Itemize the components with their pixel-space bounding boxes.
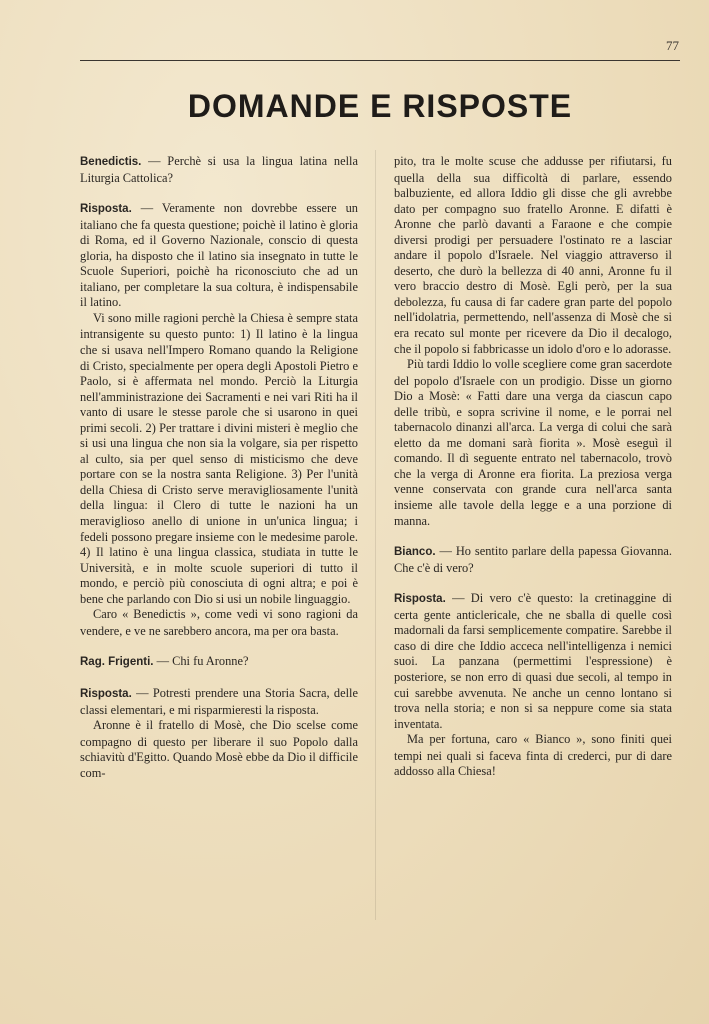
- paragraph-text: Più tardi Iddio lo volle scegliere come gran sacerdote del popolo d'Israele con un prodigio. Disse un giorno Dio a Mosè: « Fatti dare una verga da ciascun capo delle tribù, e sopra scrivine il nome, e le porrai nel tabernacolo dinanzi all'arca. La verga di colui che sarà eletto da me domani sarà fiorita ». Mosè eseguì il comando. Il dì seguente entrato nel tabernacolo, trovò che la verga di Aronne era fiorita. La preziosa verga venne conservata con grande cura nell'arca santa insieme alle tavole della legge e a una porzione di manna.: [394, 357, 672, 528]
- column-gutter: [375, 150, 376, 920]
- paragraph-text: — Chi fu Aronne?: [153, 654, 249, 669]
- paragraph: [394, 154, 672, 357]
- page-title: DOMANDE E RISPOSTE: [187, 88, 573, 124]
- paragraph-text: Ma per fortuna, caro « Bianco », sono finiti quei tempi nei quali si faceva finta di crederci, pur di dare addosso alla Chiesa!: [394, 732, 672, 779]
- paragraph-text: — Perchè si usa la lingua latina nella Liturgia Cattolica?: [80, 154, 358, 185]
- speaker-name: Risposta.: [80, 687, 132, 700]
- paragraph: [80, 154, 358, 186]
- speaker-name: Benedictis.: [80, 156, 142, 168]
- paragraph-text: — Ho sentito parlare della papessa Giovanna. Che c'è di vero?: [394, 544, 672, 575]
- paragraph: [394, 544, 672, 576]
- paragraph-text: Aronne è il fratello di Mosè, che Dio scelse come compagno di questo per liberare il suo Popolo dalla schiavitù d'Egitto. Quando Mosè ebbe da Dio il difficile com-: [80, 718, 358, 780]
- paragraph-text: — Potresti prendere una Storia Sacra, delle classi elementari, e mi risparmieresti la risposta.: [80, 685, 358, 717]
- paragraph: [394, 732, 672, 780]
- paragraph: [80, 686, 358, 718]
- paragraph: [80, 718, 358, 781]
- speaker-name: Risposta.: [394, 593, 446, 606]
- paragraph: [80, 654, 358, 671]
- paragraph: [80, 311, 358, 607]
- page-number: 77: [666, 38, 679, 53]
- left-column: [80, 154, 358, 781]
- paragraph-text: pito, tra le molte scuse che addusse per rifiutarsi, fu quella della sua difficoltà di parlare, essendo balbuziente, ed allora Iddio gli disse che gli avrebbe dato per compagno suo fratello Aronne. E difatti è Aronne che parlò davanti a Faraone e che compie diversi prodigi per persuadere l'ostinato re a lasciar andare il popolo d'Israele. Nel viaggio attraverso il deserto, che durò la bellezza di 40 anni, Aronne fu il vero braccio destro di Mosè. Egli però, per la sua debolezza, fu causa di far cadere gran parte del popolo nell'idolatria, permettendo, nell'assenza di Mosè che si era recato sul monte per ricevere da Dio il decalogo, che il popolo si fabbricasse un idolo d'oro e lo adorasse.: [394, 154, 672, 356]
- header-rule: [80, 60, 680, 61]
- paragraph-text: Vi sono mille ragioni perchè la Chiesa è sempre stata intransigente su questo punto: 1) Il latino è la lingua che si usava nell'Impero Romano quando la Religione di Cristo, specialmente per opera degli Apostoli Pietro e Paolo, si è affermata nel mondo. Perciò la Liturgia nell'amministrazione dei Sacramenti e nei vari Riti ha il vanto di usare le stesse parole che si usarono in quei primi secoli. 2) Per trattare i divini misteri è meglio che si usi una lingua che non sia la volgare, sia per rispetto al culto, sia per quel senso di misticismo che deve portare con se la nostra santa Religione. 3) Per l'unità della Chiesa di Cristo serve meravigliosamente l'unità della lingua: il Clero di tutte le nazioni ha un meraviglioso anello di unione in un'unica lingua; i fedeli possono pregare insieme con le medesime parole. 4) Il latino è una lingua classica, studiata in tutte le Università, e in molte scuole superiori di tutto il mondo, e perciò più conosciuta di ogni altra; e poi è bene che parlando con Dio si usi un nobile linguaggio.: [80, 310, 358, 606]
- speaker-name: Bianco.: [394, 546, 436, 559]
- paragraph: [80, 201, 358, 311]
- paragraph-text: — Veramente non dovrebbe essere un italiano che fa questa questione; poichè il latino è gloria di Roma, ed il Governo Nazionale, conscio di questa gloria, ha disposto che il latino sia insegnato in tutte le Scuole Superiori, poichè ha riconosciuto che ad un italiano, per completare la sua coltura, è indispensabile il latino.: [80, 201, 358, 310]
- paragraph: [394, 591, 672, 732]
- speaker-name: Risposta.: [80, 203, 132, 216]
- paragraph: [394, 357, 672, 529]
- right-column: [394, 154, 672, 780]
- speaker-name: Rag. Frigenti.: [80, 656, 154, 669]
- paragraph: [80, 607, 358, 639]
- paragraph-text: — Di vero c'è questo: la cretinaggine di certa gente anticlericale, che ne sballa di quelle così madornali da farsi semplicemente compatire. Sarebbe il caso di dire che Iddio acceca nell'intelligenza i nemici suoi. La panzana (permettimi l'espressione) è posteriore, se non erro di quasi due secoli, al tempo in cui sarebbe avvenuta. Ne anche un cenno lontano si trova nella storia; e non si sa neppure come sia stata inventata.: [394, 591, 672, 731]
- paragraph-text: Caro « Benedictis », come vedi vi sono ragioni da vendere, e ve ne sarebbero ancora, ma per ora basta.: [80, 607, 358, 638]
